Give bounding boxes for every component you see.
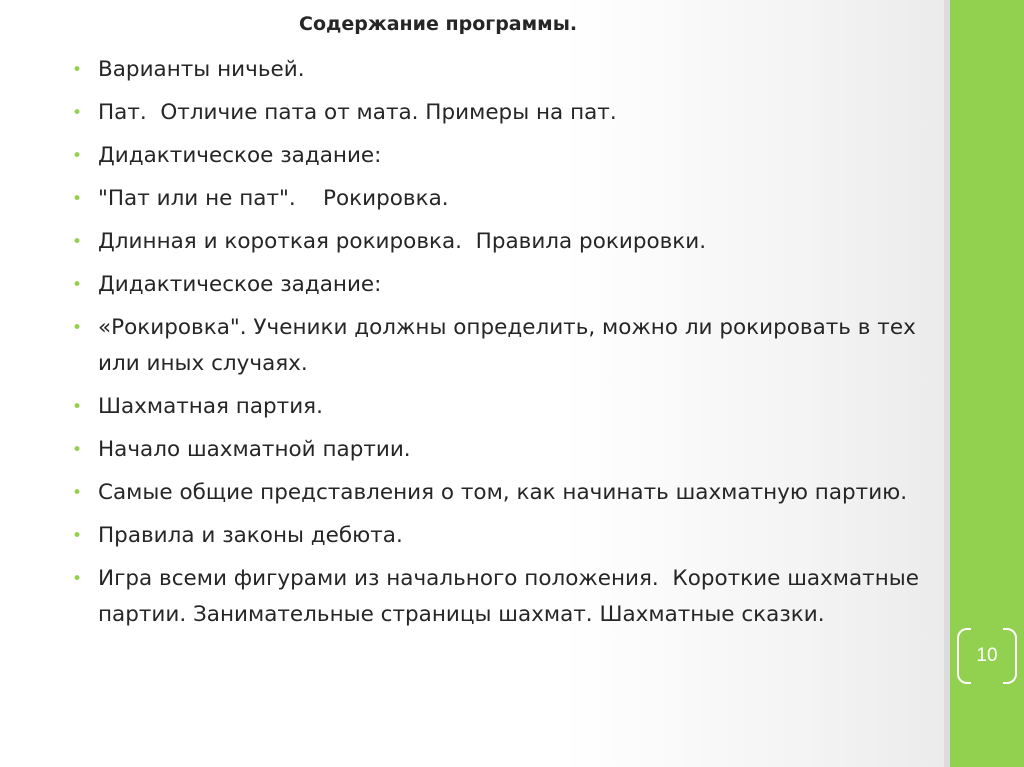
slide-content xyxy=(70,8,930,640)
bullet-dot-icon: • xyxy=(72,483,83,503)
bullet-dot-icon: • xyxy=(72,440,83,460)
list-item xyxy=(70,267,930,303)
page-number: 10 xyxy=(976,645,998,666)
bullet-dot-icon: • xyxy=(72,275,83,295)
list-item-text: Игра всеми фигурами из начального положения. Короткие шахматные партии. Занимательные страницы шахмат. Шахматные сказки. xyxy=(98,566,926,627)
bullet-dot-icon: • xyxy=(72,189,83,209)
bullet-dot-icon: • xyxy=(72,232,83,252)
list-item xyxy=(70,95,930,131)
list-item-text: Дидактическое задание: xyxy=(98,143,382,168)
list-item-text: Шахматная партия. xyxy=(98,394,323,419)
bullet-dot-icon: • xyxy=(72,397,83,417)
list-item xyxy=(70,310,930,382)
bullet-dot-icon: • xyxy=(72,103,83,123)
list-item xyxy=(70,432,930,468)
bullet-dot-icon: • xyxy=(72,146,83,166)
list-item xyxy=(70,181,930,217)
list-item xyxy=(70,224,930,260)
bullet-dot-icon: • xyxy=(72,526,83,546)
list-item-text: Начало шахматной партии. xyxy=(98,437,411,462)
list-item-text: Длинная и короткая рокировка. Правила рокировки. xyxy=(98,229,707,254)
list-item-text: Пат. Отличие пата от мата. Примеры на пат. xyxy=(98,100,617,125)
list-item-text: Варианты ничьей. xyxy=(98,57,305,82)
list-item-text: «Рокировка". Ученики должны определить, можно ли рокировать в тех или иных случаях. xyxy=(98,315,923,376)
bullet-dot-icon: • xyxy=(72,60,83,80)
list-item xyxy=(70,52,930,88)
list-item-text: "Пат или не пат". Рокировка. xyxy=(98,186,449,211)
slide-title: Содержание программы. xyxy=(299,13,578,35)
bullet-dot-icon: • xyxy=(72,569,83,589)
bullet-list xyxy=(70,52,930,633)
list-item-text: Самые общие представления о том, как начинать шахматную партию. xyxy=(98,480,908,505)
list-item-text: Правила и законы дебюта. xyxy=(98,523,403,548)
list-item xyxy=(70,475,930,511)
left-bracket-icon xyxy=(957,628,971,684)
list-item xyxy=(70,561,930,633)
page-number-badge xyxy=(957,628,1017,684)
list-item xyxy=(70,138,930,174)
bullet-dot-icon: • xyxy=(72,318,83,338)
list-item xyxy=(70,518,930,554)
list-item xyxy=(70,389,930,425)
list-item-text: Дидактическое задание: xyxy=(98,272,382,297)
right-bracket-icon xyxy=(1003,628,1017,684)
